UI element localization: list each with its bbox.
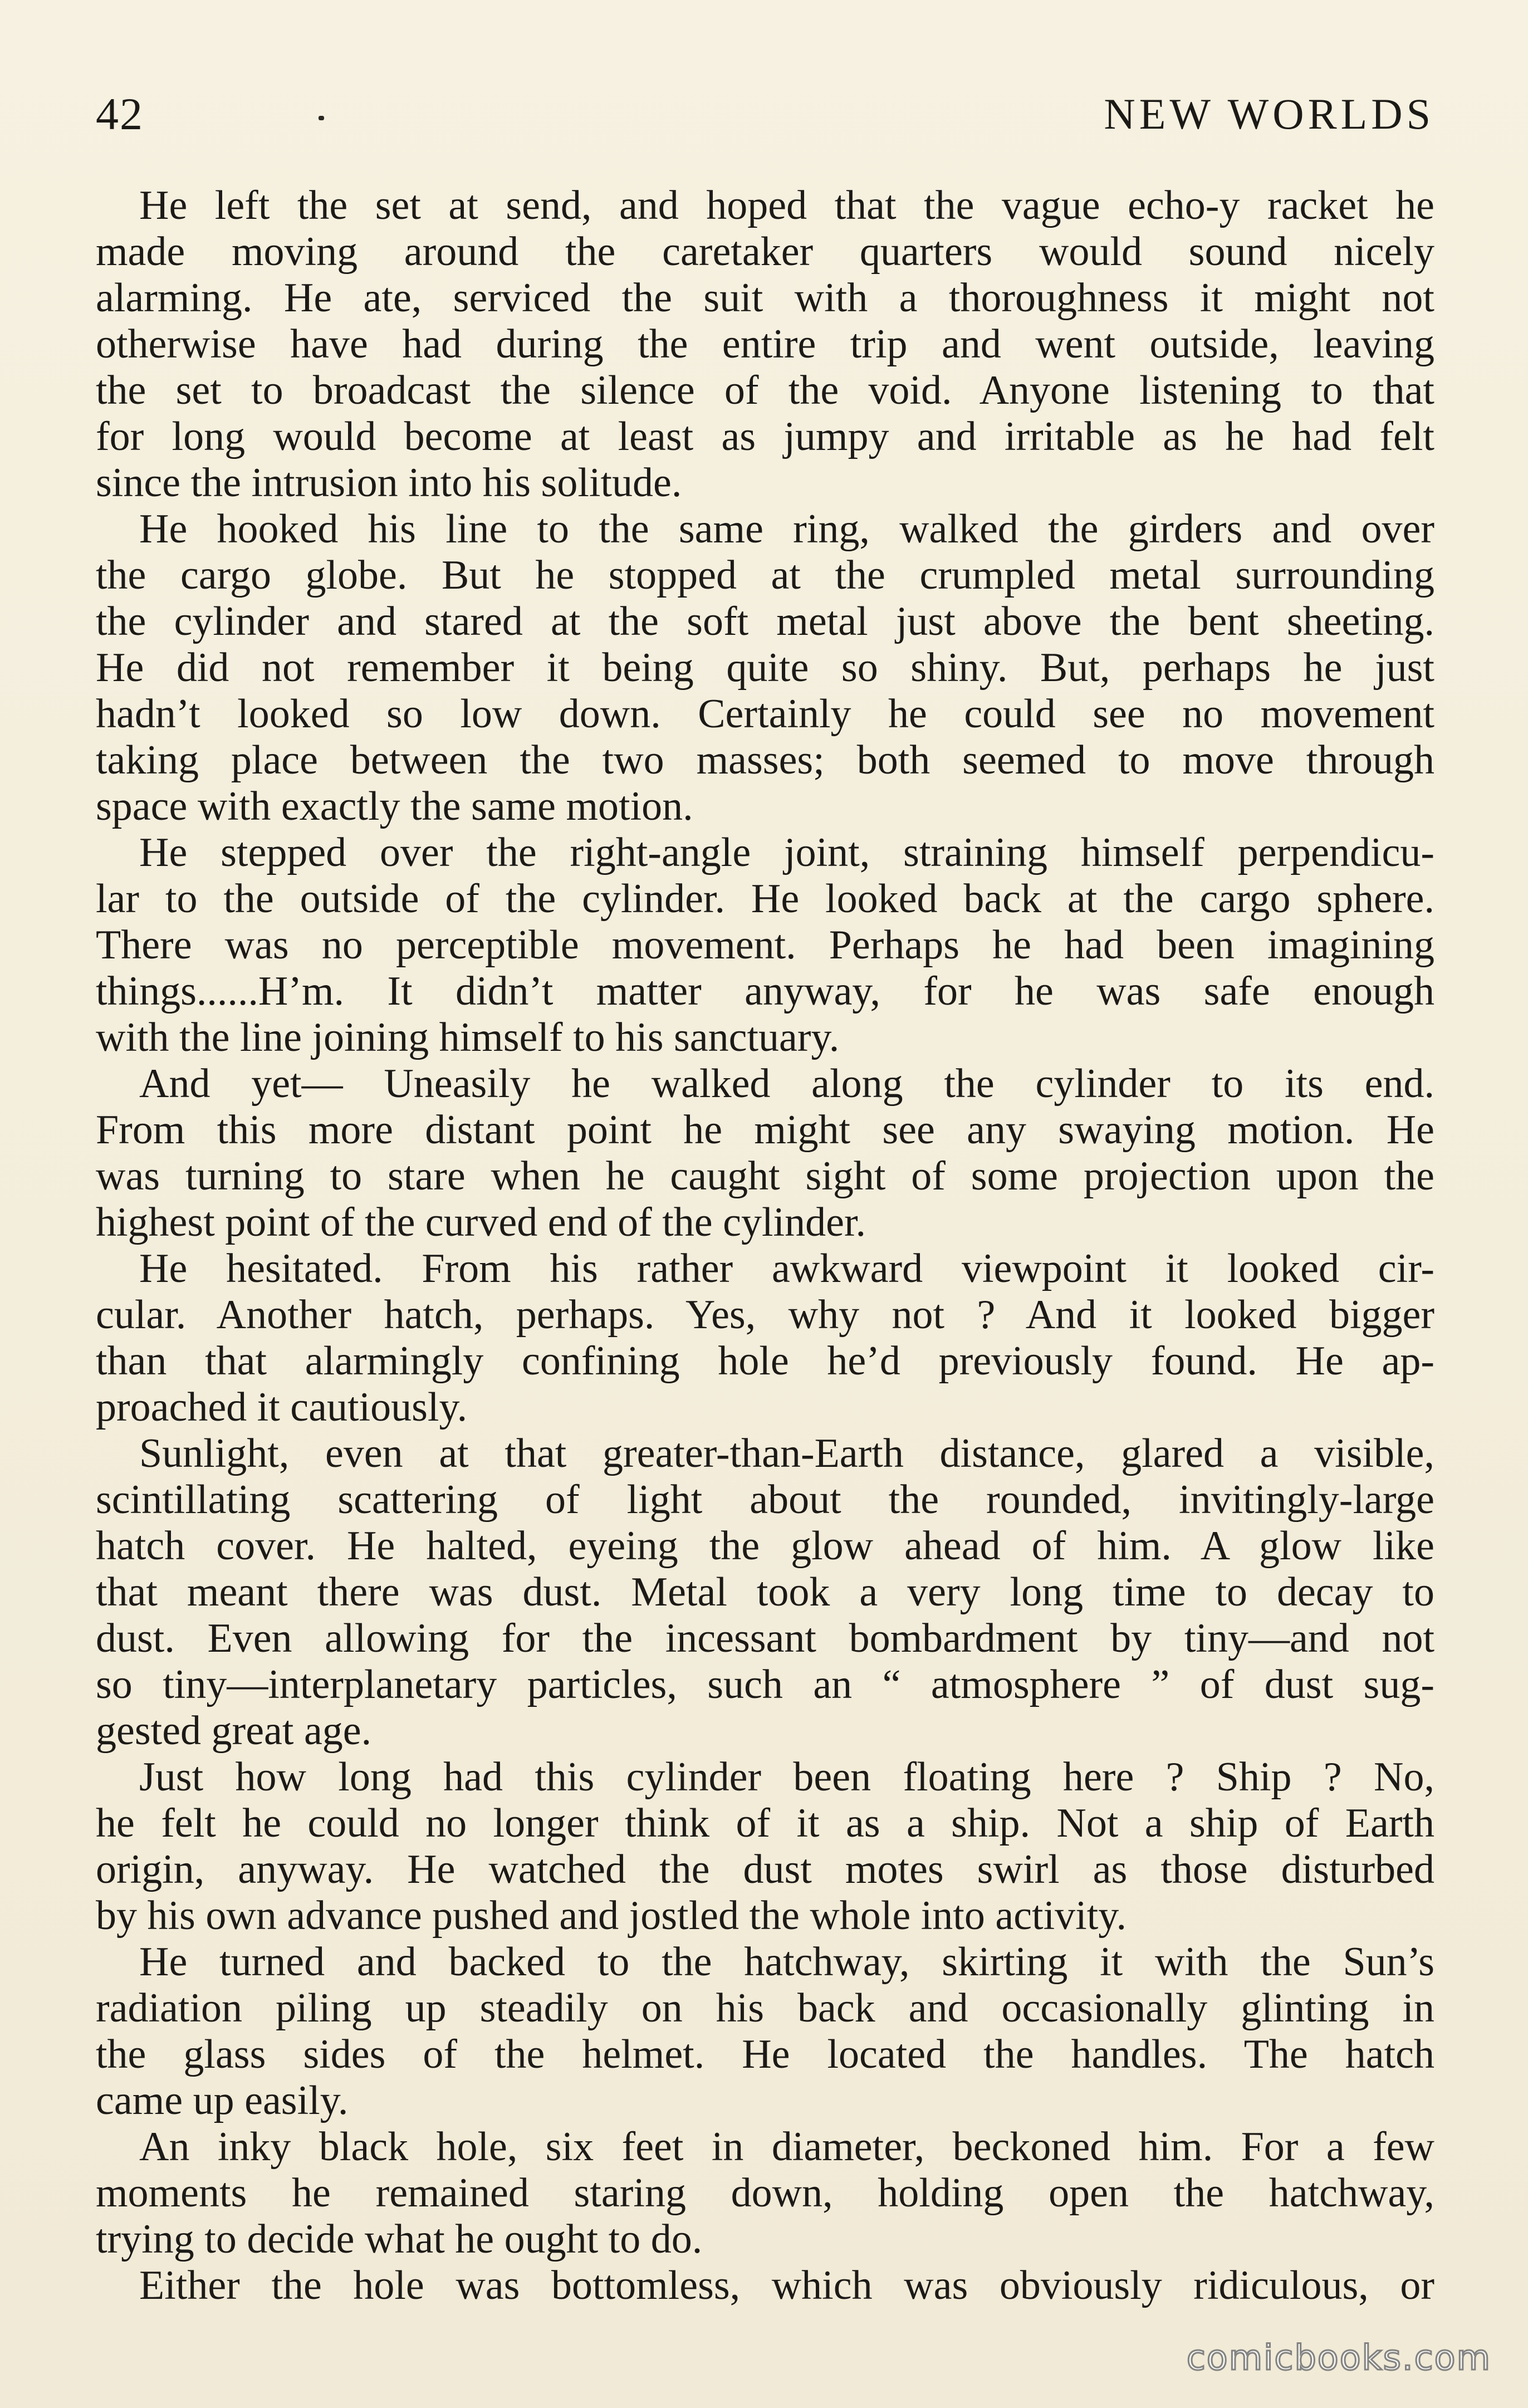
text-line: moments he remained staring down, holding open the hatchway, — [96, 2170, 1434, 2216]
text-line: with the line joining himself to his sanctuary. — [96, 1015, 840, 1060]
text-line: He left the set at send, and hoped that the vague echo-y racket he — [139, 183, 1434, 228]
text-line: since the intrusion into his solitude. — [96, 460, 682, 506]
text-line: for long would become at least as jumpy and irritable as he had felt — [96, 414, 1434, 459]
text-line: otherwise have had during the entire trip and went outside, leaving — [96, 321, 1434, 367]
text-line: From this more distant point he might see any swaying motion. He — [96, 1107, 1434, 1153]
text-line: alarming. He ate, serviced the suit with a thoroughness it might not — [96, 275, 1434, 321]
text-line: He hooked his line to the same ring, walked the girders and over — [139, 506, 1434, 552]
text-line: cular. Another hatch, perhaps. Yes, why not ? And it looked bigger — [96, 1292, 1434, 1338]
print-speck — [319, 116, 324, 120]
watermark: comicbooks.com — [1186, 2337, 1491, 2378]
text-line: Sunlight, even at that greater-than-Earth distance, glared a visible, — [139, 1431, 1434, 1476]
text-line: highest point of the curved end of the cylinder. — [96, 1200, 866, 1245]
text-line: the cargo globe. But he stopped at the crumpled metal surrounding — [96, 552, 1434, 598]
text-line: He turned and backed to the hatchway, skirting it with the Sun’s — [139, 1939, 1434, 1985]
text-line: made moving around the caretaker quarters would sound nicely — [96, 229, 1434, 275]
text-line: gested great age. — [96, 1708, 372, 1754]
text-line: came up easily. — [96, 2078, 349, 2123]
text-line: dust. Even allowing for the incessant bombardment by tiny—and not — [96, 1616, 1434, 1661]
text-line: by his own advance pushed and jostled the whole into activity. — [96, 1893, 1127, 1939]
text-line: There was no perceptible movement. Perhaps he had been imagining — [96, 922, 1434, 968]
text-line: trying to decide what he ought to do. — [96, 2216, 703, 2262]
text-line: the cylinder and stared at the soft metal just above the bent sheeting. — [96, 599, 1434, 644]
running-head: NEW WORLDS — [1104, 90, 1434, 138]
text-line: And yet— Uneasily he walked along the cylinder to its end. — [139, 1061, 1434, 1107]
text-line: space with exactly the same motion. — [96, 784, 693, 829]
body-text — [96, 183, 1434, 2309]
text-line: Either the hole was bottomless, which was obviously ridiculous, or — [139, 2263, 1434, 2308]
text-line: hadn’t looked so low down. Certainly he could see no movement — [96, 691, 1434, 737]
page-header — [96, 84, 1434, 145]
text-line: An inky black hole, six feet in diameter, beckoned him. For a few — [139, 2124, 1434, 2170]
text-line: the glass sides of the helmet. He located the handles. The hatch — [96, 2032, 1434, 2077]
text-line: origin, anyway. He watched the dust motes swirl as those disturbed — [96, 1847, 1434, 1892]
text-line: that meant there was dust. Metal took a very long time to decay to — [96, 1569, 1434, 1615]
text-line: He stepped over the right-angle joint, straining himself perpendicu- — [139, 830, 1434, 875]
text-line: than that alarmingly confining hole he’d previously found. He ap- — [96, 1338, 1434, 1384]
text-line: lar to the outside of the cylinder. He looked back at the cargo sphere. — [96, 876, 1434, 922]
text-line: scintillating scattering of light about the rounded, invitingly-large — [96, 1477, 1434, 1523]
text-line: Just how long had this cylinder been floating here ? Ship ? No, — [139, 1754, 1434, 1800]
text-line: the set to broadcast the silence of the void. Anyone listening to that — [96, 368, 1434, 413]
text-line: radiation piling up steadily on his back and occasionally glinting in — [96, 1985, 1434, 2031]
text-line: hatch cover. He halted, eyeing the glow ahead of him. A glow like — [96, 1523, 1434, 1569]
page-number: 42 — [96, 89, 144, 139]
text-line: proached it cautiously. — [96, 1384, 468, 1430]
text-line: taking place between the two masses; both seemed to move through — [96, 737, 1434, 783]
text-line: He did not remember it being quite so shiny. But, perhaps he just — [96, 645, 1434, 691]
text-line: so tiny—interplanetary particles, such an “ atmosphere ” of dust sug- — [96, 1662, 1434, 1707]
text-line: he felt he could no longer think of it as a ship. Not a ship of Earth — [96, 1800, 1434, 1846]
text-line: things......H’m. It didn’t matter anyway, for he was safe enough — [96, 968, 1434, 1014]
text-line: He hesitated. From his rather awkward viewpoint it looked cir- — [139, 1246, 1434, 1291]
text-line: was turning to stare when he caught sight of some projection upon the — [96, 1153, 1434, 1199]
